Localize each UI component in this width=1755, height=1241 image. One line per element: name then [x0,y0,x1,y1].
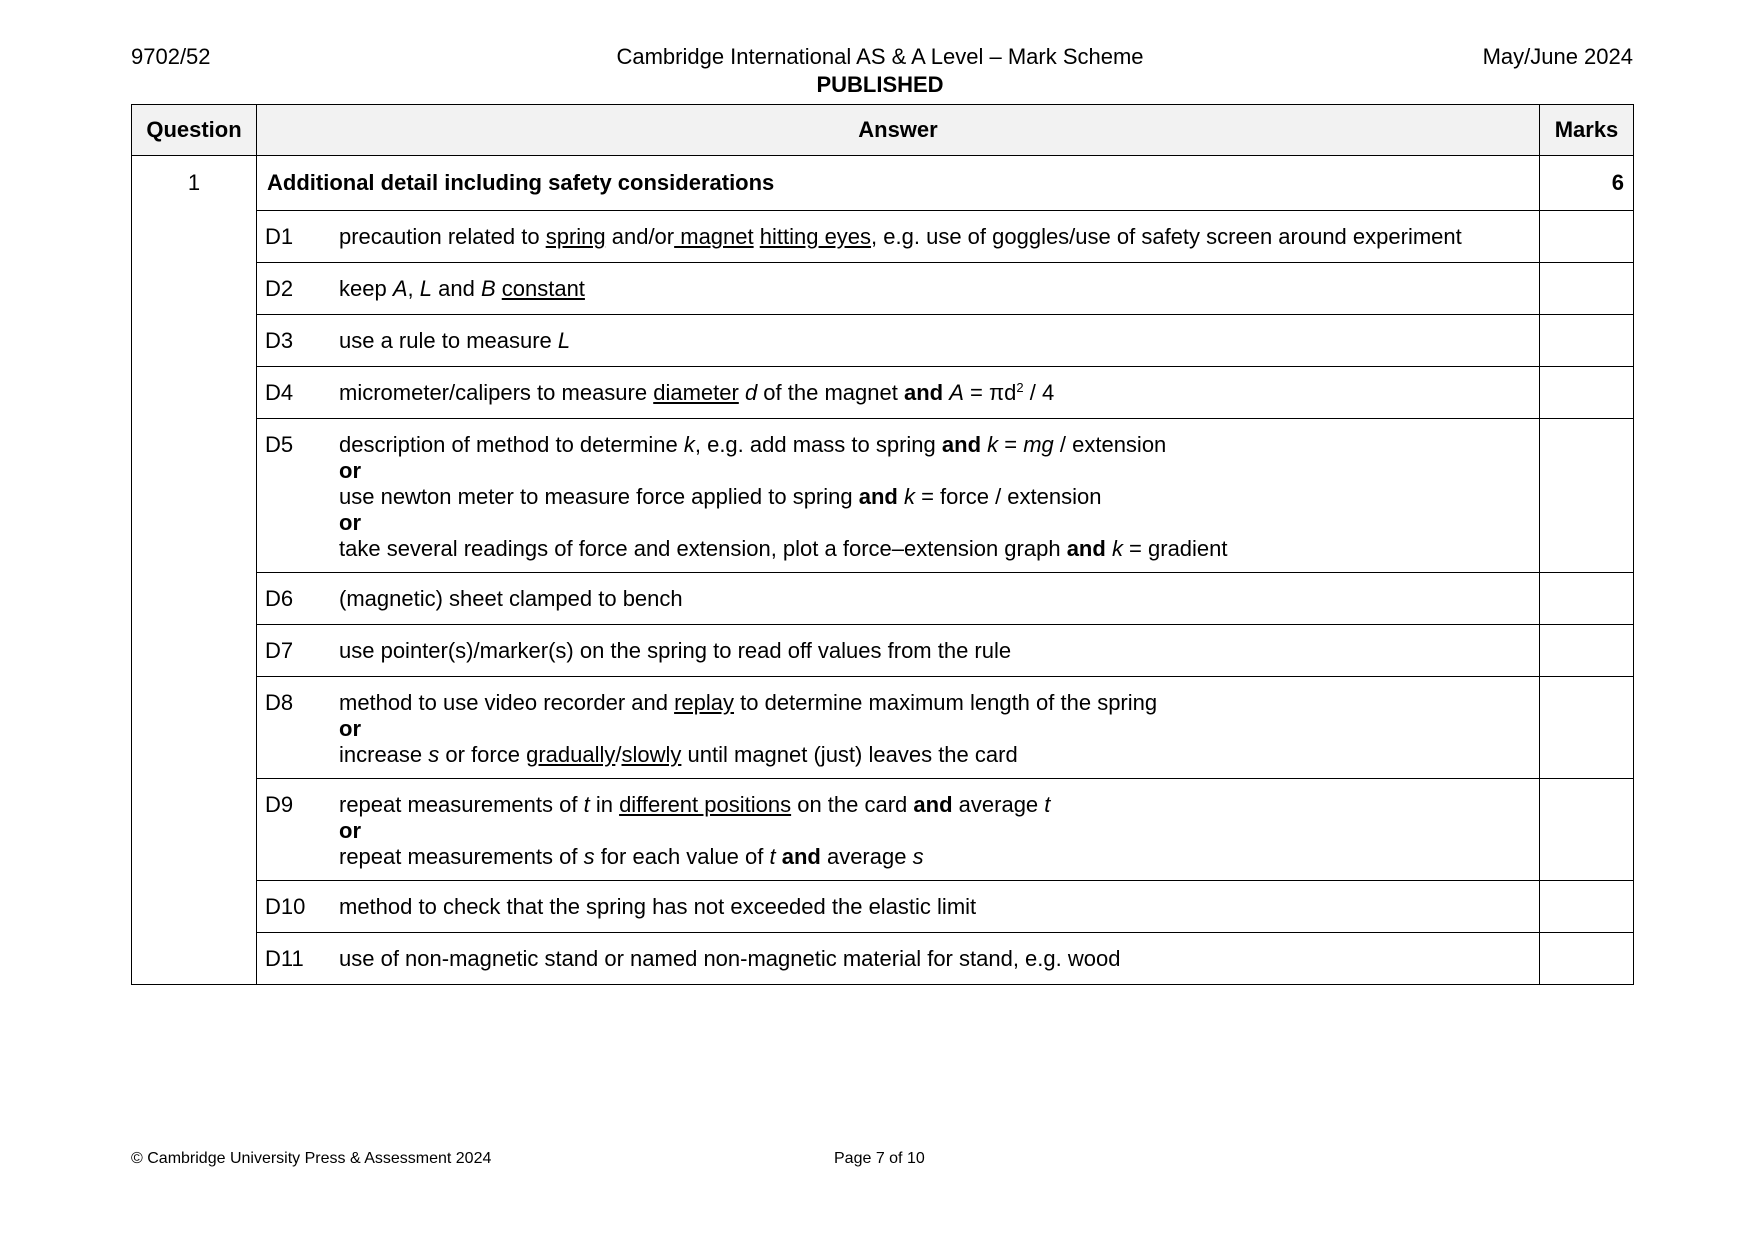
text-segment: s [428,742,440,767]
marking-point-label: D2 [265,276,294,301]
text-segment: , e.g. use of goggles/use of safety screen around experiment [871,224,1462,249]
marking-point-label: D4 [265,380,294,405]
marking-point-text [339,638,1525,664]
marks-cell [1540,881,1634,933]
text-segment: t [583,792,590,817]
marking-point-text [339,586,1525,612]
text-segment: t [1044,792,1051,817]
question-number: 1 [132,156,257,985]
marking-point-label: D10 [265,894,306,919]
text-segment: / [615,742,622,767]
answer-cell [257,779,1540,881]
mark-scheme-table [131,104,1634,985]
text-segment: = gradient [1122,536,1228,561]
text-segment: and [903,380,944,405]
marking-point-text [339,690,1525,768]
or-separator: or [339,458,361,483]
or-separator: or [339,818,361,843]
text-segment: average [820,844,913,869]
text-segment: use pointer(s)/marker(s) on the spring to read off values from the rule [339,638,1012,663]
text-segment: s [912,844,924,869]
table-row [132,263,1634,315]
text-segment: A [949,380,964,405]
text-segment: and [941,432,982,457]
table-row [132,625,1634,677]
table-row [132,211,1634,263]
text-segment: for each value of [594,844,770,869]
text-segment: and [432,276,481,301]
marks-cell [1540,419,1634,573]
answer-line [339,536,1525,562]
marking-point-label: D7 [265,638,294,663]
answer-cell [257,211,1540,263]
marking-point-text [339,224,1525,250]
answer-line [339,844,1525,870]
marking-point-text [339,432,1525,562]
answer-line [339,276,1525,302]
text-segment: k [987,432,999,457]
answer-line [339,328,1525,354]
text-segment: 2 [1016,380,1024,395]
marks-column-header: Marks [1540,105,1634,156]
text-segment: / extension [1053,432,1167,457]
answer-line [339,432,1525,458]
answer-cell [257,625,1540,677]
text-segment: and [913,792,953,817]
marking-point-label: D6 [265,586,294,611]
section-title-row [132,156,1634,211]
text-segment: and [1066,536,1106,561]
marking-point-text [339,894,1525,920]
answer-line [339,742,1525,768]
marking-point-text [339,328,1525,354]
text-segment: s [583,844,595,869]
marking-point-label: D9 [265,792,294,817]
text-segment: , e.g. add mass to spring [694,432,942,457]
table-row [132,315,1634,367]
text-segment: = [998,432,1024,457]
table-row [132,779,1634,881]
answer-cell [257,367,1540,419]
text-segment: of the magnet [757,380,904,405]
text-segment: take several readings of force and extension, plot a force–extension graph [339,536,1067,561]
text-segment: micrometer/calipers to measure [339,380,654,405]
answer-cell [257,419,1540,573]
text-segment: use newton meter to measure force applied to spring [339,484,859,509]
answer-cell [257,263,1540,315]
text-segment: use of non-magnetic stand or named non-magnetic material for stand, e.g. wood [339,946,1121,971]
text-segment: d [744,380,758,405]
text-segment: description of method to determine [339,432,684,457]
answer-line [339,224,1525,250]
marks-cell [1540,625,1634,677]
answer-column-header: Answer [257,105,1540,156]
answer-line [339,946,1525,972]
text-segment: on the card [791,792,914,817]
footer-copyright: © Cambridge University Press & Assessment 2024 [131,1150,492,1167]
text-segment: use a rule to measure [339,328,558,353]
text-segment: method to use video recorder and [339,690,675,715]
marking-point-text [339,792,1525,870]
text-segment: = force / extension [914,484,1102,509]
table-header-row [132,105,1634,156]
marks-cell [1540,933,1634,985]
marks-cell [1540,211,1634,263]
text-segment: and/or [605,224,675,249]
text-segment: magnet [674,224,754,249]
answer-line [339,690,1525,716]
answer-line [339,792,1525,818]
marking-point-text [339,276,1525,302]
marking-point-label: D3 [265,328,294,353]
text-segment: to determine maximum length of the spring [734,690,1158,715]
marks-cell [1540,573,1634,625]
marking-point-label: D8 [265,690,294,715]
text-segment: = πd [963,380,1017,405]
text-segment: k [903,484,915,509]
marking-point-label: D11 [265,946,304,971]
text-segment: A [392,276,408,301]
answer-line [339,586,1525,612]
document-title: Cambridge International AS & A Level – Mark Scheme [616,44,1144,69]
question-column-header: Question [132,105,257,156]
table-row [132,367,1634,419]
answer-line [339,638,1525,664]
text-segment: gradually [526,742,616,767]
text-segment: t [769,844,776,869]
text-segment: B [480,276,496,301]
text-segment: replay [674,690,735,715]
answer-cell [257,573,1540,625]
text-segment: L [557,328,571,353]
marks-cell [1540,263,1634,315]
marking-point-text [339,380,1525,406]
text-segment: , [407,276,420,301]
text-segment: different positions [619,792,792,817]
published-label: PUBLISHED [816,72,944,97]
answer-line [339,894,1525,920]
marks-cell [1540,779,1634,881]
text-segment: until magnet (just) leaves the card [681,742,1018,767]
text-segment: diameter [653,380,739,405]
text-segment: slowly [621,742,682,767]
total-marks: 6 [1540,156,1634,211]
text-segment: and [781,844,821,869]
text-segment: k [1111,536,1123,561]
footer-page-number: Page 7 of 10 [834,1150,925,1167]
answer-line [339,380,1525,406]
section-title: Additional detail including safety considerations [257,156,1540,211]
answer-cell [257,881,1540,933]
text-segment: and [858,484,898,509]
text-segment: L [419,276,432,301]
text-segment: repeat measurements of [339,792,584,817]
text-segment: k [683,432,695,457]
text-segment: / 4 [1023,380,1055,405]
table-row [132,881,1634,933]
text-segment: repeat measurements of [339,844,584,869]
text-segment: keep [339,276,393,301]
answer-line [339,484,1525,510]
text-segment: or force [439,742,527,767]
mark-scheme-body [132,156,1634,985]
answer-cell [257,315,1540,367]
answer-cell [257,933,1540,985]
marking-point-text [339,946,1525,972]
or-separator: or [339,510,361,535]
marks-cell [1540,315,1634,367]
text-segment: in [589,792,620,817]
text-segment: hitting eyes [759,224,872,249]
marking-point-label: D5 [265,432,294,457]
text-segment: method to check that the spring has not exceeded the elastic limit [339,894,977,919]
table-row [132,419,1634,573]
answer-cell [257,677,1540,779]
table-row [132,573,1634,625]
marks-cell [1540,677,1634,779]
text-segment: increase [339,742,429,767]
marking-point-label: D1 [265,224,294,249]
text-segment: spring [545,224,606,249]
text-segment: (magnetic) sheet clamped to bench [339,586,683,611]
text-segment: average [952,792,1045,817]
marks-cell [1540,367,1634,419]
paper-code: 9702/52 [131,44,211,69]
text-segment: mg [1023,432,1054,457]
table-row [132,677,1634,779]
table-row [132,933,1634,985]
text-segment: precaution related to [339,224,546,249]
or-separator: or [339,716,361,741]
text-segment: constant [501,276,585,301]
exam-session: May/June 2024 [1482,44,1633,69]
